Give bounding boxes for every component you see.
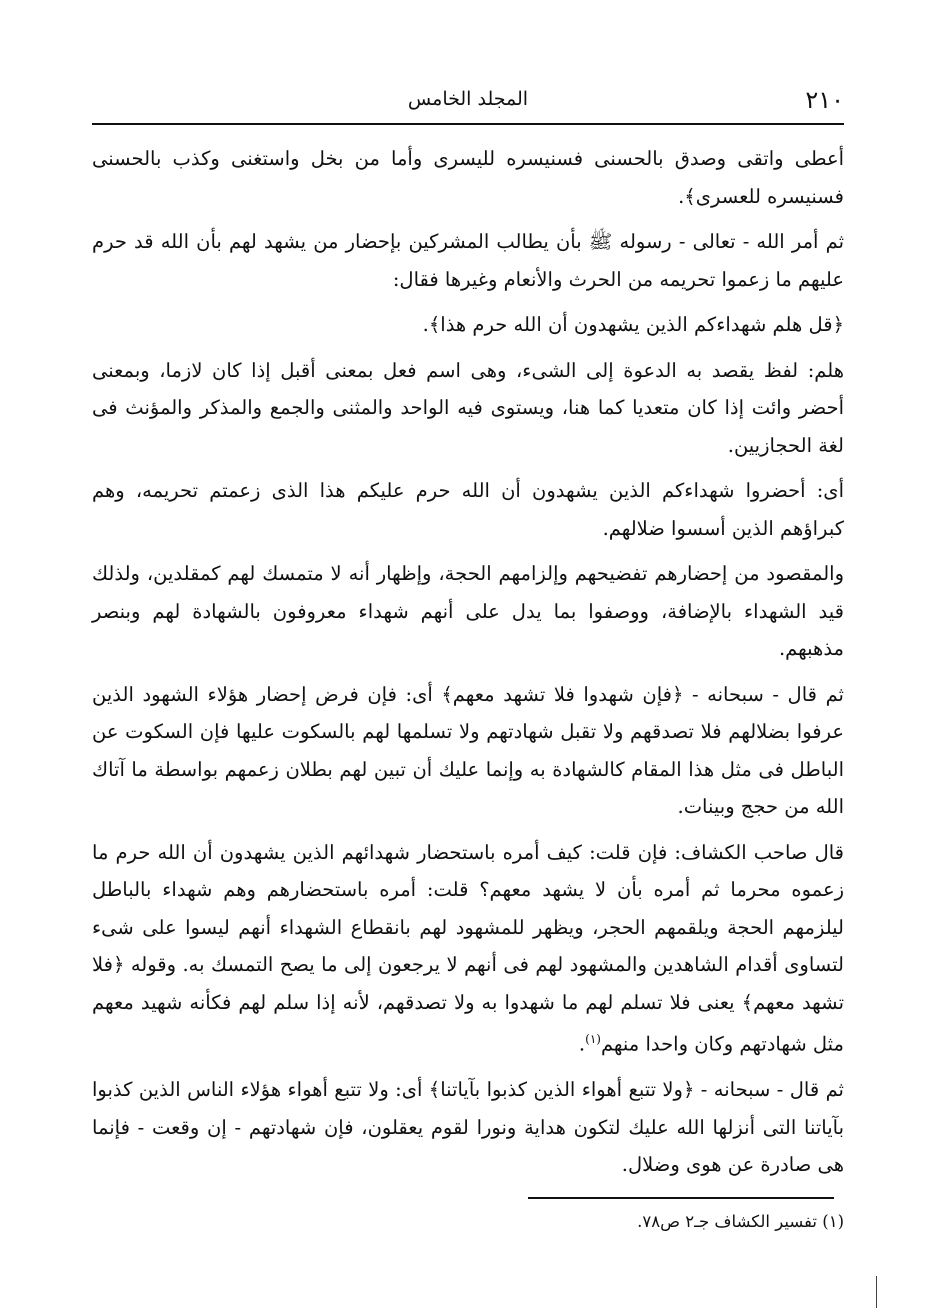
paragraph: ثم قال - سبحانه - ﴿ولا تتبع أهواء الذين كذبوا بآياتنا﴾ أى: ولا تتبع أهواء هؤلاء الناس الذين كذبوا بآياتنا التى أنزلها الله عليك لتكون هداية ونورا لقوم يعقلون، فإن شهادتهم - إن وقعت - فإنما هى صادرة عن هوى وضلال. bbox=[92, 1078, 844, 1176]
paragraph-with-footnote: قال صاحب الكشاف: فإن قلت: كيف أمره باستحضار شهدائهم الذين يشهدون أن الله حرم ما زعموه محرما ثم أمره بأن لا يشهد معهم؟ قلت: أمره باستحضارهم وهم شهداء بالباطل ليلزمهم الحجة ويلقمهم الحجر، ويظهر للمشهود لهم بانقطاع الشهداء أنهم ليسوا على شىء لتساوى أقدام الشاهدين والمشهود لهم فى أنهم لا يرجعون إلى ما يصح التمسك به. وقوله ﴿فلا تشهد معهم﴾ يعنى فلا تسلم لهم ما شهدوا به ولا تصدقهم، لأنه إذا سلم لهم فكأنه شهيد معهم مثل شهادتهم وكان واحدا منهم$^{(١)}$. bbox=[92, 840, 844, 1056]
quran-verse: ﴿قل هلم شهداءكم الذين يشهدون أن الله حرم هذا﴾. bbox=[422, 313, 844, 336]
running-header bbox=[92, 82, 844, 116]
paragraph: ثم أمر الله - تعالى - رسوله ﷺ بأن يطالب المشركين بإحضار من يشهد لهم بأن الله قد حرم عليهم ما زعموا تحريمه من الحرث والأنعام وغيرها فقال: bbox=[92, 230, 844, 291]
footnote-rule bbox=[528, 1197, 834, 1199]
footnote-reference[interactable]: (١) bbox=[585, 1032, 601, 1046]
header-rule bbox=[92, 123, 844, 125]
paragraph: ثم قال - سبحانه - ﴿فإن شهدوا فلا تشهد معهم﴾ أى: فإن فرض إحضار هؤلاء الشهود الذين عرفوا بضلالهم فلا تصدقهم ولا تقبل شهادتهم ولا تسلمها لهم بالسكوت عليها فإن السكوت عن الباطل فى مثل هذا المقام كالشهادة به وإنما عليك أن تبين لهم بطلان زعمهم بواسطة ما آتاك الله من حجج وبينات. bbox=[92, 682, 844, 818]
page-body bbox=[92, 140, 844, 1192]
paragraph: أعطى واتقى وصدق بالحسنى فسنيسره لليسرى وأما من بخل واستغنى وكذب بالحسنى فسنيسره للعسرى﴾. bbox=[92, 147, 844, 208]
paragraph-text: قال صاحب الكشاف: فإن قلت: كيف أمره باستحضار شهدائهم الذين يشهدون أن الله حرم ما زعموه محرما ثم أمره بأن لا يشهد معهم؟ قلت: أمره باستحضارهم وهم شهداء بالباطل ليلزمهم الحجة ويلقمهم الحجر، ويظهر للمشهود لهم بانقطاع الشهداء أنهم ليسوا على شىء لتساوى أقدام الشاهدين والمشهود لهم فى أنهم لا يرجعون إلى ما يصح التمسك به. وقوله ﴿فلا تشهد معهم﴾ يعنى فلا تسلم لهم ما شهدوا به ولا تصدقهم، لأنه إذا سلم لهم فكأنه شهيد معهم مثل شهادتهم وكان واحدا منهم bbox=[92, 840, 844, 1056]
paragraph: أى: أحضروا شهداءكم الذين يشهدون أن الله حرم عليكم هذا الذى زعمتم تحريمه، وهم كبراؤهم الذين أسسوا ضلالهم. bbox=[92, 479, 844, 540]
footnote: (١) تفسير الكشاف جـ٢ ص٧٨. bbox=[637, 1212, 844, 1231]
paragraph: هلم: لفظ يقصد به الدعوة إلى الشىء، وهى اسم فعل بمعنى أقبل إذا كان لازما، وبمعنى أحضر وائت إذا كان متعديا كما هنا، ويستوى فيه الواحد والمثنى والجمع والمذكر والمؤنث فى لغة الحجازيين. bbox=[92, 358, 844, 457]
volume-title: المجلد الخامس bbox=[407, 88, 529, 110]
paragraph: والمقصود من إحضارهم تفضيحهم وإلزامهم الحجة، وإظهار أنه لا متمسك لهم كمقلدين، ولذلك قيد الشهداء بالإضافة، ووصفوا بما يدل على أنهم شهداء معروفون بالشهادة لهم وبنصر مذهبهم. bbox=[92, 562, 844, 660]
page-number: ٢١٠ bbox=[805, 86, 844, 114]
scan-edge-mark bbox=[876, 1276, 877, 1308]
